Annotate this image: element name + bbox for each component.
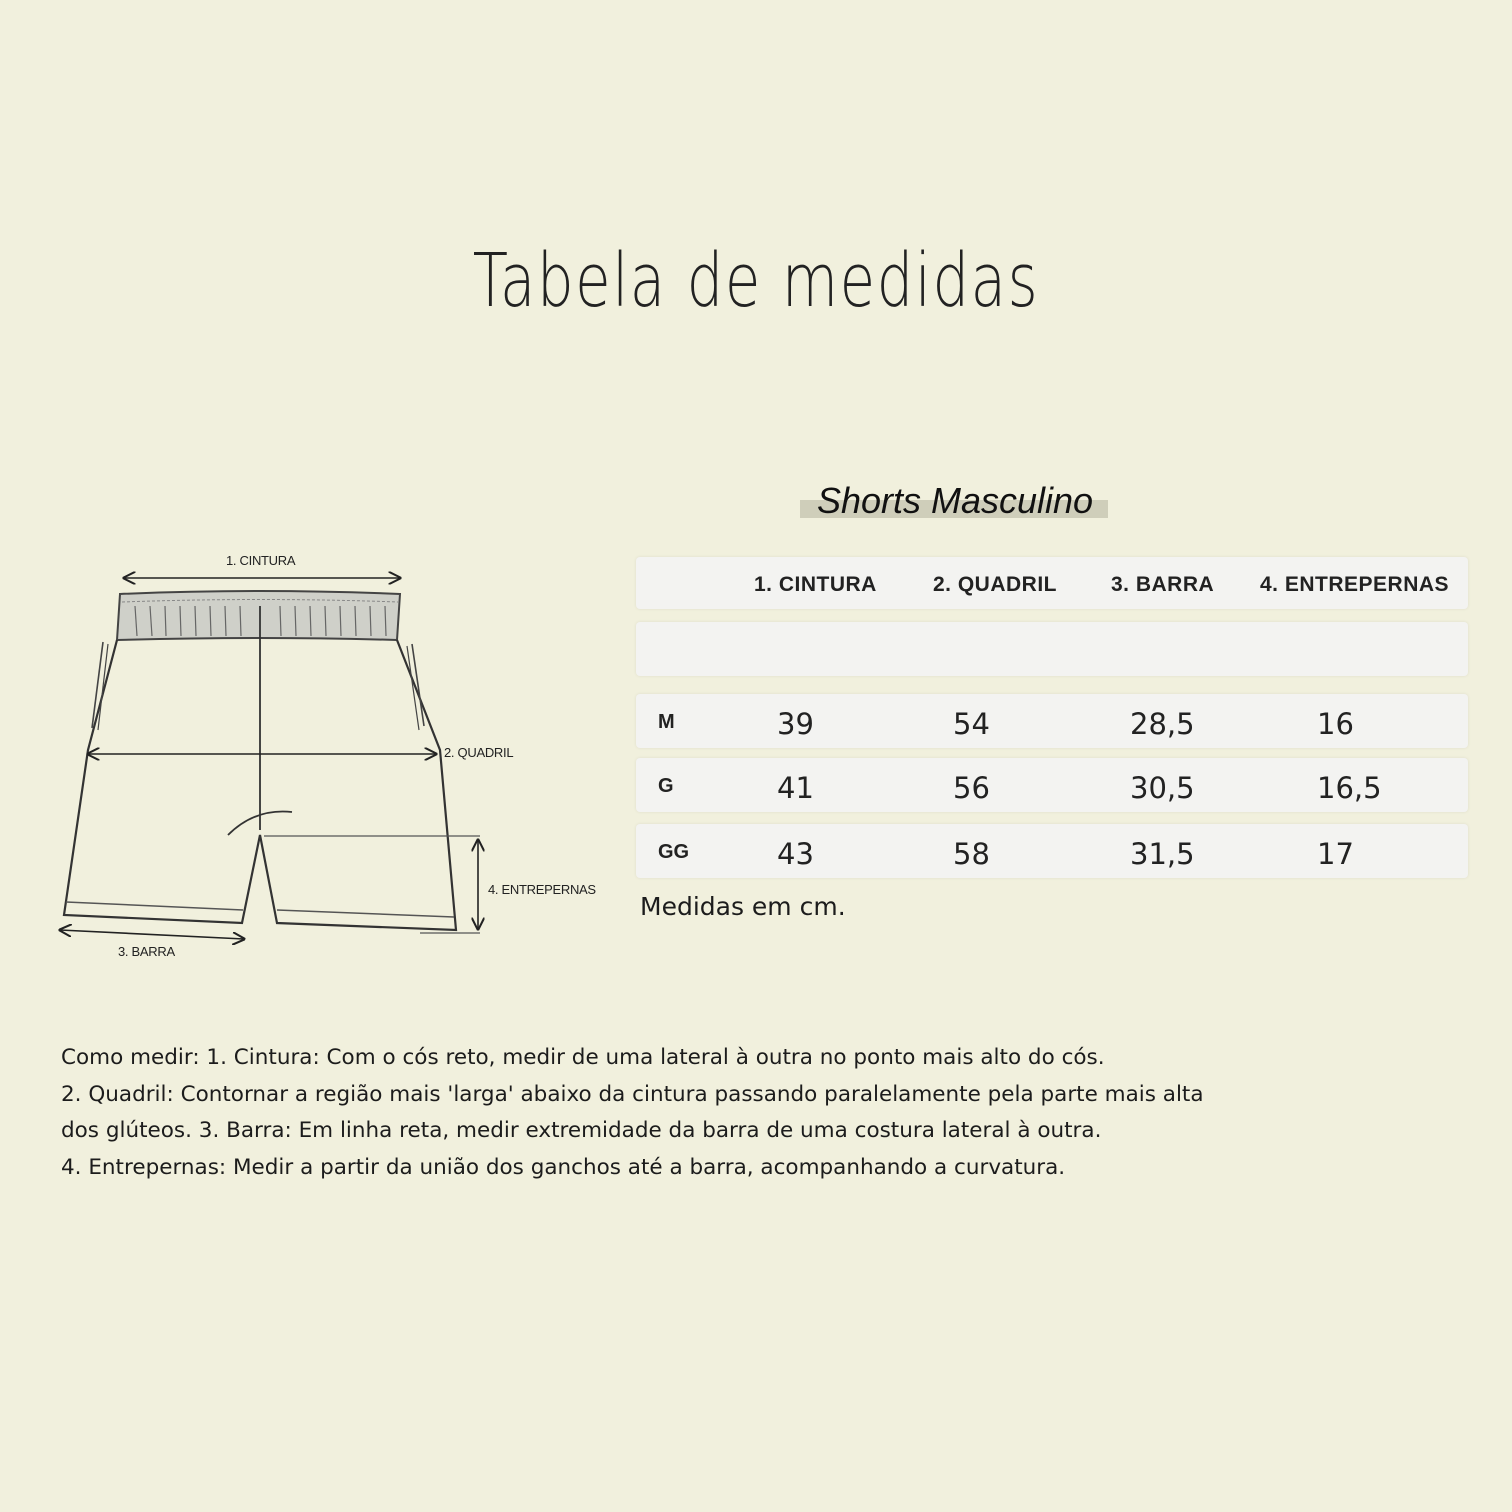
value-barra: 30,5 <box>1130 771 1195 805</box>
table-empty-row <box>636 622 1468 676</box>
diagram-label-entrepernas: 4. ENTREPERNAS <box>488 882 596 897</box>
size-label: G <box>658 775 674 797</box>
value-cintura: 39 <box>777 707 814 741</box>
page-title: Tabela de medidas <box>472 238 1040 324</box>
value-barra: 31,5 <box>1130 837 1195 871</box>
shorts-diagram <box>40 540 620 980</box>
table-row <box>636 694 1468 748</box>
diagram-label-quadril: 2. QUADRIL <box>444 745 514 760</box>
value-entrepernas: 16,5 <box>1317 771 1382 805</box>
diagram-label-barra: 3. BARRA <box>118 944 175 959</box>
size-label: GG <box>658 841 690 863</box>
diagram-label-cintura: 1. CINTURA <box>226 553 296 568</box>
value-quadril: 56 <box>953 771 990 805</box>
value-entrepernas: 17 <box>1317 837 1354 871</box>
table-row <box>636 824 1468 878</box>
value-cintura: 43 <box>777 837 814 871</box>
table-row <box>636 758 1468 812</box>
table-header-row <box>636 557 1468 609</box>
header-cintura: 1. CINTURA <box>754 573 877 596</box>
measuring-instructions <box>61 1040 1361 1186</box>
value-entrepernas: 16 <box>1317 707 1354 741</box>
value-cintura: 41 <box>777 771 814 805</box>
header-barra: 3. BARRA <box>1111 573 1215 596</box>
value-barra: 28,5 <box>1130 707 1195 741</box>
subtitle-text: Shorts Masculino <box>816 480 1094 521</box>
instruction-line: dos glúteos. 3. Barra: Em linha reta, medir extremidade da barra de uma costura lateral à outra. <box>61 1118 1102 1143</box>
units-note: Medidas em cm. <box>640 892 846 921</box>
header-quadril: 2. QUADRIL <box>933 573 1058 596</box>
waistband <box>117 591 400 640</box>
barra-arrow <box>60 930 244 939</box>
instruction-line: Como medir: 1. Cintura: Com o cós reto, medir de uma lateral à outra no ponto mais alto do cós. <box>61 1045 1105 1070</box>
header-entrepernas: 4. ENTREPERNAS <box>1260 573 1450 596</box>
product-subtitle <box>800 480 1110 522</box>
instruction-line: 4. Entrepernas: Medir a partir da união dos ganchos até a barra, acompanhando a curvatura. <box>61 1154 1066 1180</box>
value-quadril: 54 <box>953 707 990 741</box>
size-label: M <box>658 711 675 733</box>
instruction-line: 2. Quadril: Contornar a região mais 'larga' abaixo da cintura passando paralelamente pela parte mais alta <box>61 1081 1204 1107</box>
value-quadril: 58 <box>953 837 990 871</box>
